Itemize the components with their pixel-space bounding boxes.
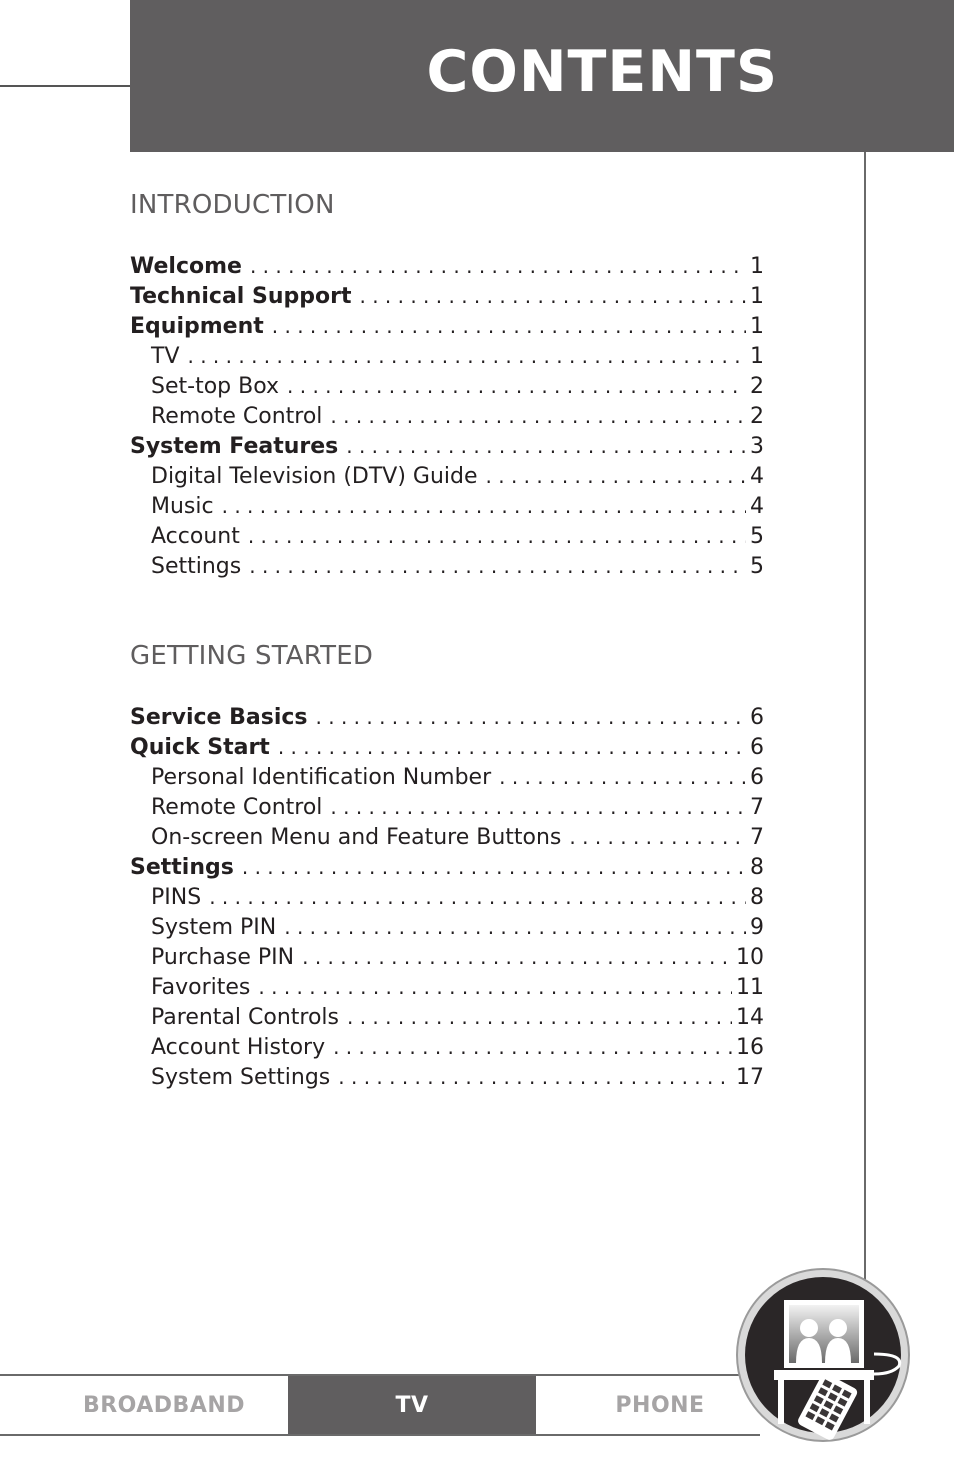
toc-entry[interactable]	[130, 942, 764, 972]
section-heading-getting-started: GETTING STARTED	[130, 641, 374, 671]
toc-dot-leader	[486, 461, 746, 491]
toc-entry-label: System PIN	[151, 915, 277, 940]
toc-entry[interactable]	[130, 491, 764, 521]
toc-entry-label: Digital Television (DTV) Guide	[151, 464, 478, 489]
toc-entry-label: Parental Controls	[151, 1005, 339, 1030]
toc-list-introduction	[130, 251, 764, 581]
toc-page-number: 8	[750, 885, 764, 910]
toc-dot-leader	[302, 942, 732, 972]
toc-page-number: 4	[750, 464, 764, 489]
toc-entry-label: Equipment	[130, 314, 264, 339]
toc-entry-label: System Settings	[151, 1065, 331, 1090]
toc-page-number: 2	[750, 374, 764, 399]
toc-dot-leader	[330, 792, 746, 822]
toc-page-number: 11	[736, 975, 764, 1000]
toc-page-number: 17	[736, 1065, 764, 1090]
tv-remote-icon	[734, 1266, 912, 1444]
toc-entry-label: Technical Support	[130, 284, 352, 309]
toc-page-number: 3	[750, 434, 764, 459]
toc-page-number: 5	[750, 554, 764, 579]
toc-entry-label: Settings	[130, 855, 234, 880]
toc-entry[interactable]	[130, 251, 764, 281]
toc-entry[interactable]	[130, 401, 764, 431]
toc-page-number: 16	[736, 1035, 764, 1060]
right-margin-rule	[864, 152, 866, 1282]
toc-entry[interactable]	[130, 1062, 764, 1092]
toc-entry-label: PINS	[151, 885, 202, 910]
toc-dot-leader	[499, 762, 746, 792]
toc-entry[interactable]	[130, 431, 764, 461]
toc-dot-leader	[248, 521, 746, 551]
toc-page-number: 14	[736, 1005, 764, 1030]
toc-page-number: 4	[750, 494, 764, 519]
toc-dot-leader	[347, 1002, 732, 1032]
toc-page-number: 7	[750, 825, 764, 850]
toc-entry[interactable]	[130, 371, 764, 401]
toc-entry[interactable]	[130, 792, 764, 822]
toc-entry[interactable]	[130, 1032, 764, 1062]
toc-entry[interactable]	[130, 1002, 764, 1032]
toc-dot-leader	[242, 852, 746, 882]
toc-entry-label: Service Basics	[130, 705, 308, 730]
toc-page-number: 1	[750, 314, 764, 339]
toc-dot-leader	[569, 822, 746, 852]
toc-dot-leader	[359, 281, 746, 311]
toc-dot-leader	[222, 491, 746, 521]
toc-entry[interactable]	[130, 972, 764, 1002]
toc-dot-leader	[249, 551, 746, 581]
toc-entry[interactable]	[130, 822, 764, 852]
toc-dot-leader	[287, 371, 746, 401]
toc-entry-label: Welcome	[130, 254, 242, 279]
toc-entry-label: System Features	[130, 434, 339, 459]
toc-page-number: 8	[750, 855, 764, 880]
toc-page-number: 6	[750, 705, 764, 730]
toc-entry-label: TV	[151, 344, 180, 369]
toc-page-number: 6	[750, 735, 764, 760]
toc-page-number: 2	[750, 404, 764, 429]
toc-page-number: 7	[750, 795, 764, 820]
toc-entry-label: Favorites	[151, 975, 251, 1000]
toc-page-number: 1	[750, 254, 764, 279]
toc-entry-label: Purchase PIN	[151, 945, 295, 970]
toc-entry-label: Music	[151, 494, 214, 519]
toc-page-number: 5	[750, 524, 764, 549]
toc-page-number: 9	[750, 915, 764, 940]
toc-dot-leader	[316, 702, 746, 732]
toc-dot-leader	[258, 972, 732, 1002]
toc-page-number: 6	[750, 765, 764, 790]
toc-entry-label: Set-top Box	[151, 374, 280, 399]
tab-broadband[interactable]: BROADBAND	[82, 1392, 246, 1418]
toc-entry[interactable]	[130, 341, 764, 371]
toc-entry[interactable]	[130, 732, 764, 762]
page-title: CONTENTS	[426, 39, 778, 105]
toc-entry[interactable]	[130, 521, 764, 551]
toc-entry-label: Personal Identification Number	[151, 765, 492, 790]
toc-entry-label: Account History	[151, 1035, 326, 1060]
section-heading-introduction: INTRODUCTION	[130, 190, 335, 220]
toc-entry-label: On-screen Menu and Feature Buttons	[151, 825, 562, 850]
toc-dot-leader	[250, 251, 746, 281]
tab-tv[interactable]: TV	[288, 1376, 536, 1434]
toc-entry[interactable]	[130, 912, 764, 942]
toc-entry-label: Remote Control	[151, 795, 323, 820]
toc-dot-leader	[284, 912, 746, 942]
toc-entry[interactable]	[130, 461, 764, 491]
toc-dot-leader	[338, 1062, 732, 1092]
toc-dot-leader	[333, 1032, 732, 1062]
toc-entry-label: Remote Control	[151, 404, 323, 429]
toc-dot-leader	[278, 732, 746, 762]
toc-entry[interactable]	[130, 311, 764, 341]
toc-page-number: 1	[750, 284, 764, 309]
toc-page-number: 10	[736, 945, 764, 970]
toc-dot-leader	[188, 341, 747, 371]
toc-page-number: 1	[750, 344, 764, 369]
toc-entry-label: Settings	[151, 554, 242, 579]
toc-dot-leader	[272, 311, 746, 341]
tab-phone[interactable]: PHONE	[615, 1392, 705, 1418]
toc-dot-leader	[346, 431, 746, 461]
toc-entry[interactable]	[130, 882, 764, 912]
toc-dot-leader	[330, 401, 746, 431]
toc-entry[interactable]	[130, 702, 764, 732]
toc-entry[interactable]	[130, 281, 764, 311]
toc-entry[interactable]	[130, 762, 764, 792]
toc-entry-label: Account	[151, 524, 240, 549]
footer-rule-bottom	[0, 1434, 760, 1436]
toc-entry-label: Quick Start	[130, 735, 270, 760]
toc-dot-leader	[209, 882, 746, 912]
toc-entry[interactable]	[130, 551, 764, 581]
toc-list-getting-started	[130, 702, 764, 1092]
toc-entry[interactable]	[130, 852, 764, 882]
header-left-rule	[0, 85, 130, 87]
